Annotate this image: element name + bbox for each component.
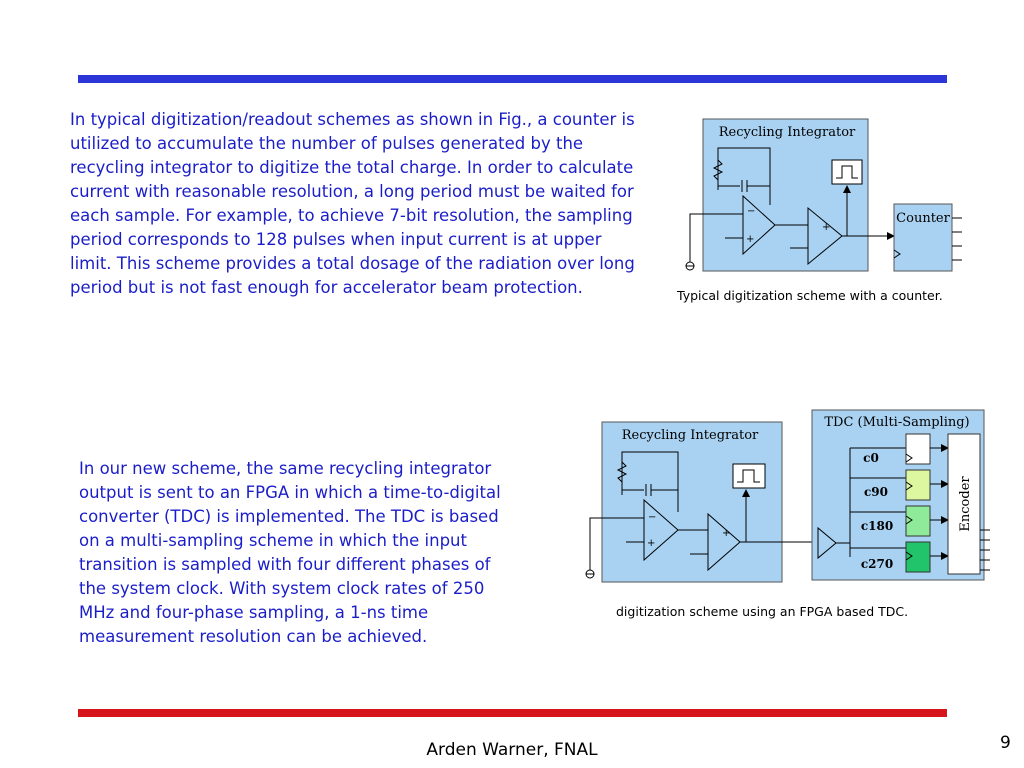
counter-label: Counter (896, 211, 950, 226)
svg-text:−: − (747, 206, 756, 217)
encoder-label: Encoder (958, 476, 973, 532)
caption-counter-scheme: Typical digitization scheme with a counter. (677, 288, 943, 303)
top-rule (78, 75, 947, 83)
pulse-shaper-box-2 (733, 464, 765, 488)
diagram-counter-scheme (680, 112, 980, 282)
integrator-title: Recycling Integrator (718, 125, 856, 140)
phase-c90-label: c90 (863, 485, 889, 499)
phase-c270-label: c270 (860, 557, 894, 571)
diagram-tdc-scheme (580, 405, 1000, 585)
svg-text:+: + (822, 222, 831, 233)
caption-tdc-scheme: digitization scheme using an FPGA based TDC. (616, 604, 909, 619)
recycling-integrator-block-2 (602, 422, 782, 582)
tdc-title: TDC (Multi-Sampling) (824, 415, 970, 430)
footer-author: Arden Warner, FNAL (426, 740, 598, 760)
bottom-rule (78, 709, 947, 717)
integrator-title-2: Recycling Integrator (621, 428, 759, 443)
svg-text:+: + (647, 538, 656, 549)
svg-text:+: + (722, 528, 731, 539)
page-number: 9 (1000, 733, 1011, 753)
paragraph-counter-scheme: In typical digitization/readout schemes as shown in Fig., a counter is utilized to accumulate the number of pulses generated by the recycling integrator to digitize the total charge. In order to calculate current with reasonable resolution, a long period must be waited for each sample. For example, to achieve 7-bit resolution, the sampling period corresponds to 128 pulses when input current is at upper limit. This scheme provides a total dosage of the radiation over long period but is not fast enough for accelerator beam protection. (70, 110, 635, 297)
phase-c0-label: c0 (863, 451, 879, 465)
paragraph-tdc-scheme: In our new scheme, the same recycling integrator output is sent to an FPGA in which a time-to-digital converter (TDC) is implemented. The TDC is based on a multi-sampling scheme in which the input transition is sampled with four different phases of the system clock. With system clock rates of 250 MHz and four-phase sampling, a 1-ns time measurement resolution can be achieved. (79, 459, 501, 646)
svg-text:+: + (746, 234, 755, 245)
phase-c180-label: c180 (860, 519, 894, 533)
svg-text:−: − (648, 512, 657, 523)
pulse-shaper-box (832, 160, 862, 184)
recycling-integrator-block (703, 119, 868, 271)
